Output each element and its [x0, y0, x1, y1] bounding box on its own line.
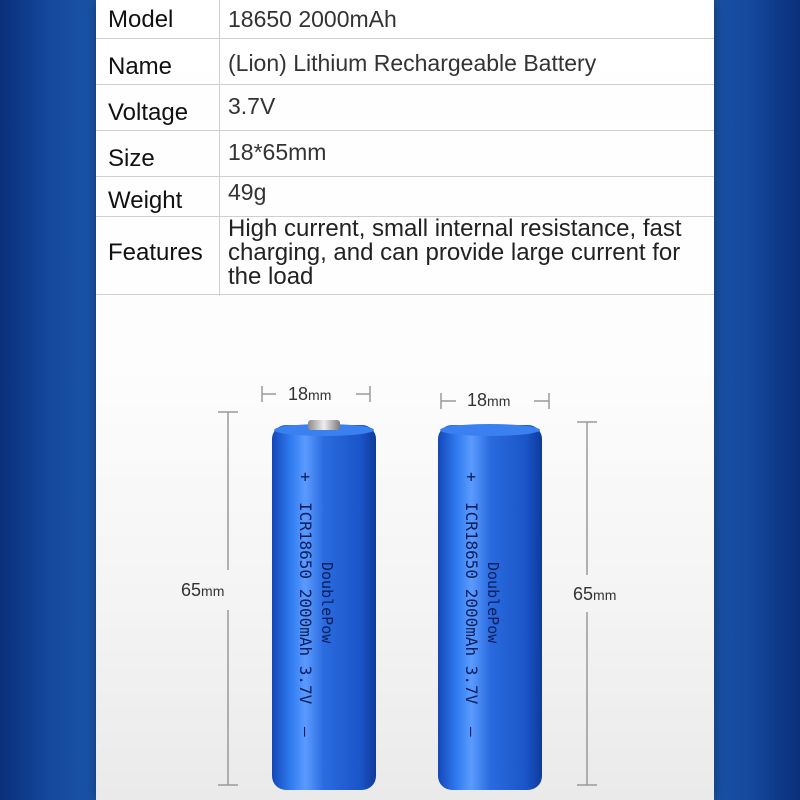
svg-text:18mm	[288, 384, 331, 404]
spec-value-weight: 49g	[228, 179, 267, 205]
battery-left-cap	[308, 420, 340, 430]
spec-value-features: High current, small internal resistance, fast charging, and can provide large current for the load	[228, 215, 682, 290]
height-left-value: 65	[181, 580, 202, 600]
battery-left-plus: +	[296, 472, 315, 482]
height-left-unit: mm	[201, 583, 225, 599]
battery-left	[272, 420, 376, 790]
width-right-unit: mm	[487, 393, 511, 409]
spec-value-size: 18*65mm	[228, 139, 327, 165]
svg-text:18mm	[467, 390, 510, 410]
spec-label-size: Size	[108, 145, 155, 172]
spec-label-weight: Weight	[108, 187, 183, 214]
spec-label-features: Features	[108, 239, 203, 266]
spec-value-name: (Lion) Lithium Rechargeable Battery	[228, 50, 597, 76]
spec-value-model: 18650 2000mAh	[228, 6, 397, 32]
spec-label-model: Model	[108, 6, 174, 33]
battery-right-model: ICR18650 2000mAh 3.7V	[462, 502, 481, 705]
height-right-unit: mm	[593, 587, 617, 603]
battery-right-brand: DoublePow	[484, 562, 502, 644]
width-right-value: 18	[467, 390, 488, 410]
svg-text:+	[296, 472, 315, 482]
svg-text:65mm	[181, 580, 224, 600]
spec-value-voltage: 3.7V	[228, 93, 276, 119]
spec-label-name: Name	[108, 53, 173, 80]
width-left-value: 18	[288, 384, 309, 404]
svg-text:65mm	[573, 584, 616, 604]
battery-left-minus: –	[296, 727, 315, 737]
battery-right	[438, 424, 542, 790]
height-right-value: 65	[573, 584, 594, 604]
battery-left-brand: DoublePow	[318, 562, 336, 644]
battery-right-minus: –	[462, 727, 481, 737]
battery-left-model: ICR18650 2000mAh 3.7V	[296, 502, 315, 705]
spec-label-voltage: Voltage	[108, 99, 189, 126]
battery-right-plus: +	[462, 472, 481, 482]
width-left-unit: mm	[308, 387, 332, 403]
